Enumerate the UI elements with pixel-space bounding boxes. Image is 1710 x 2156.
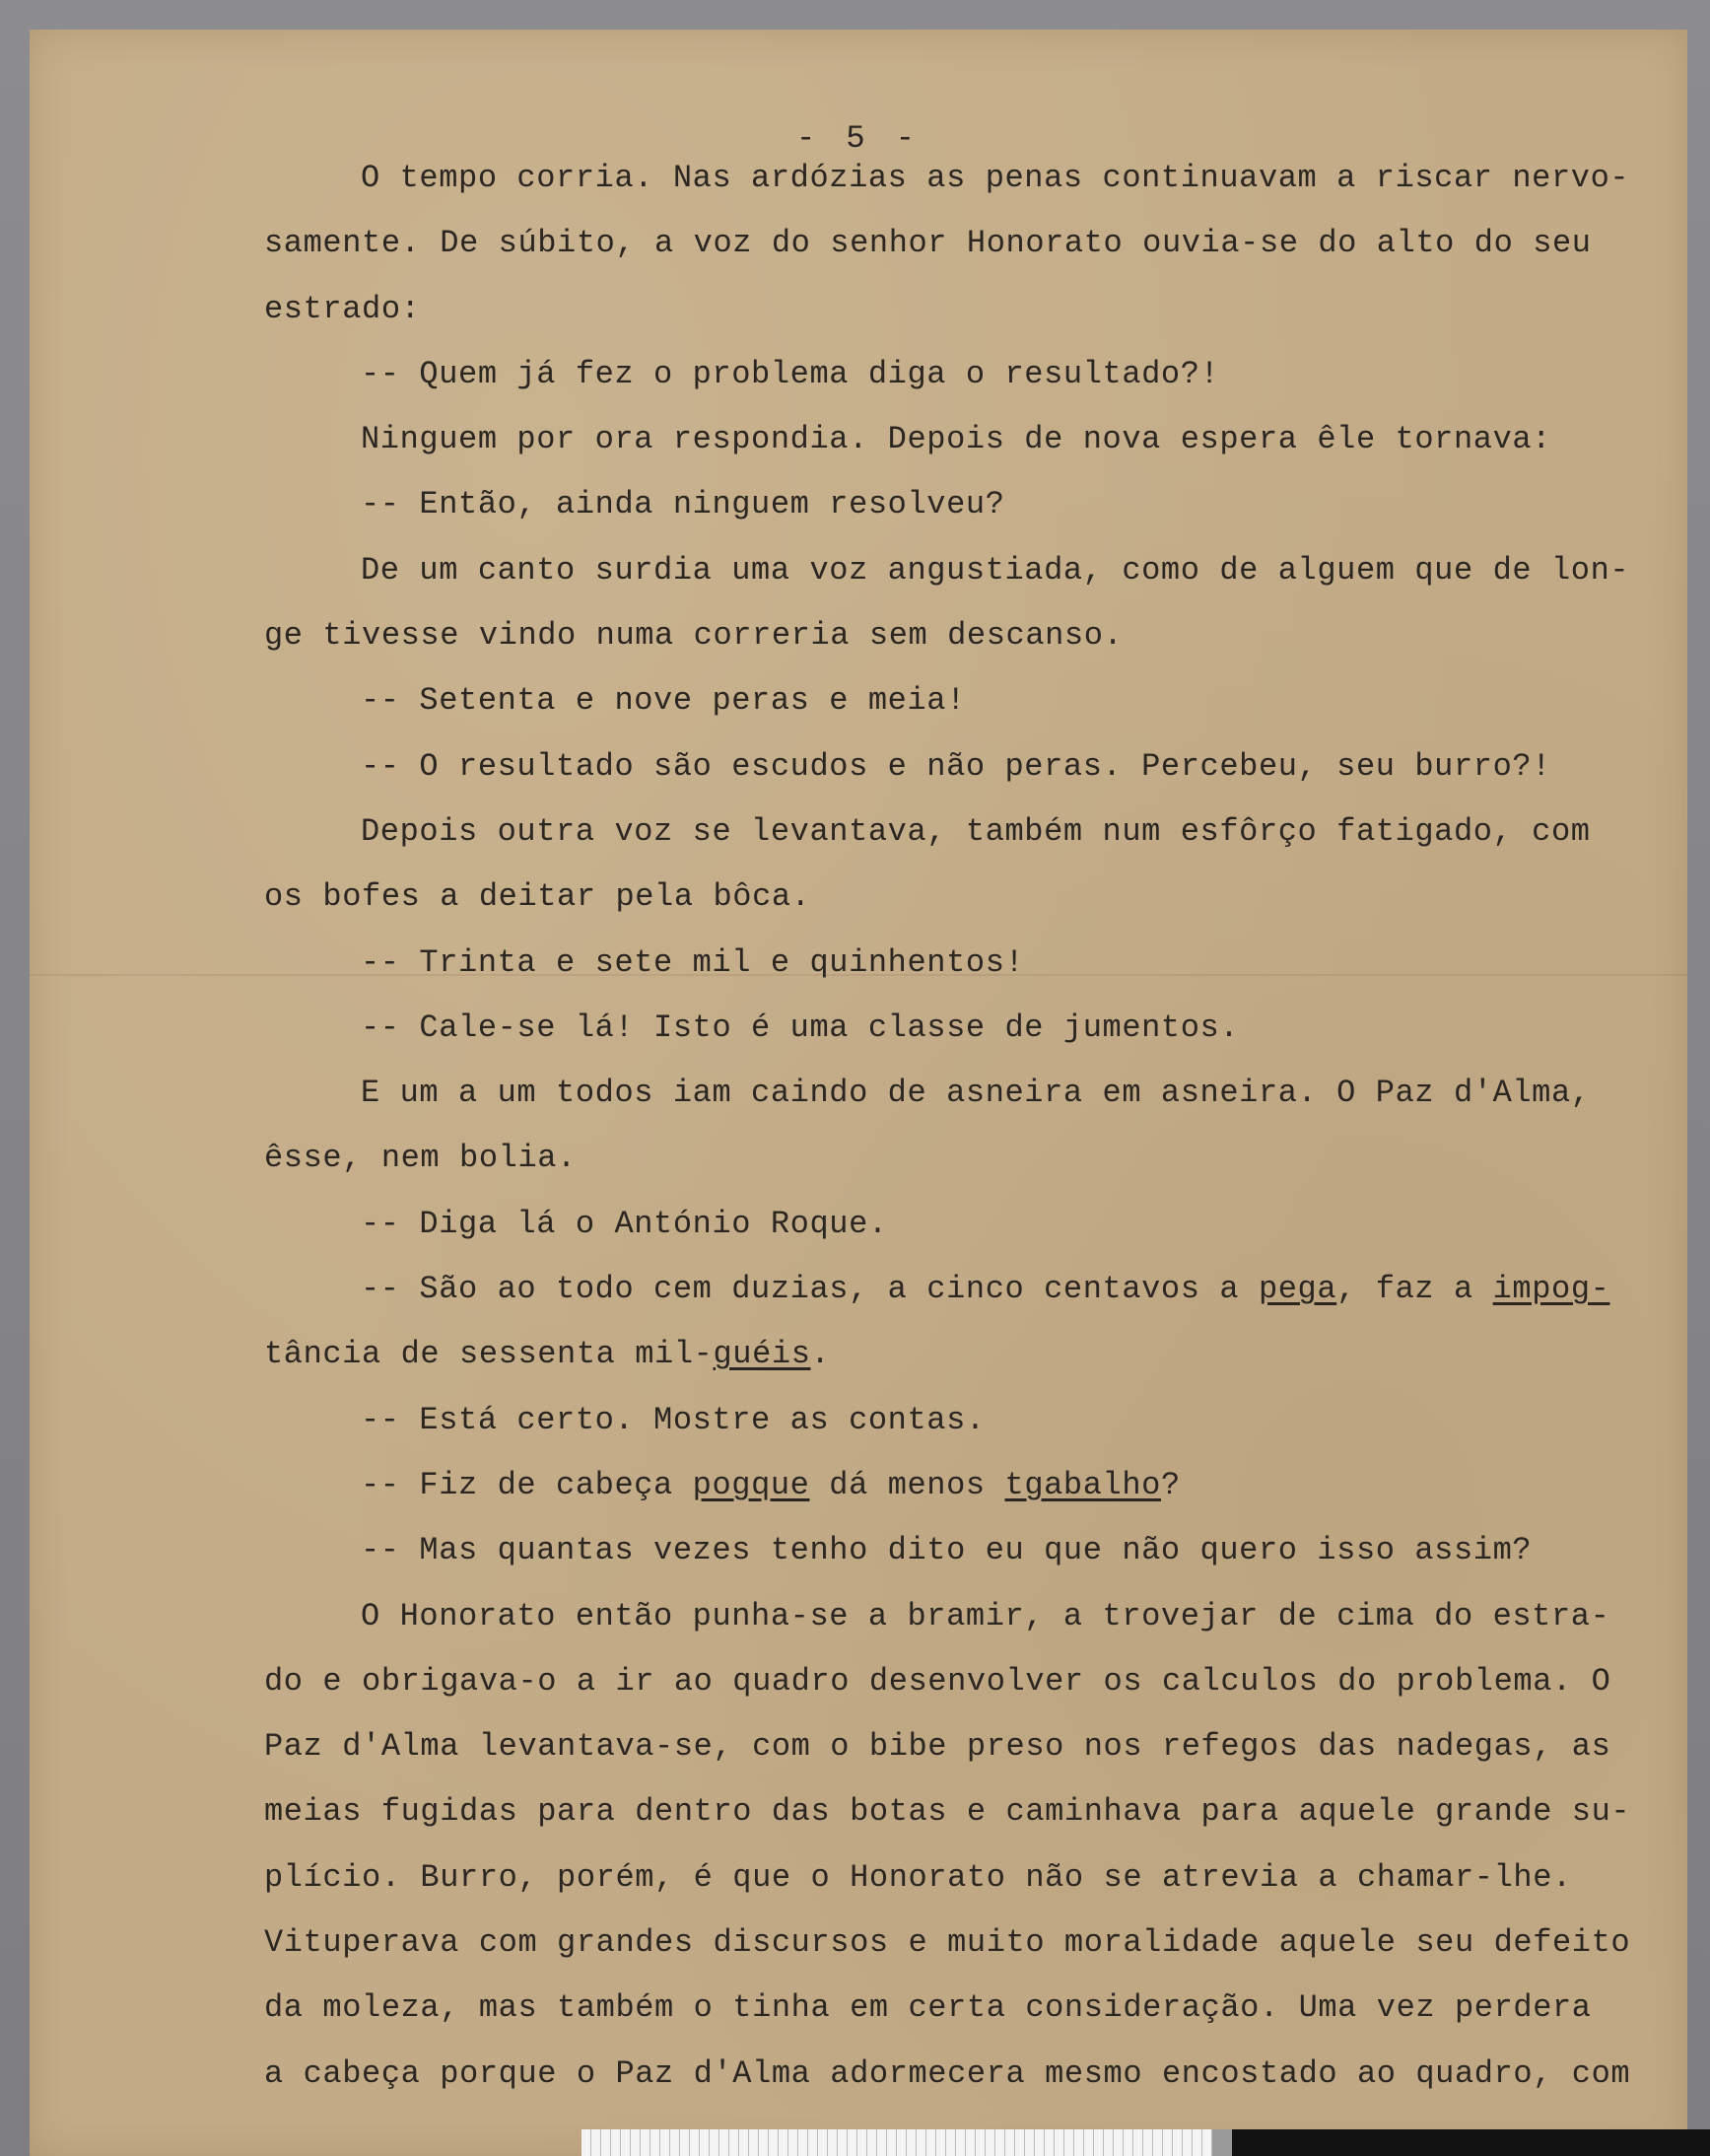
text-segment: -- Quem já fez o problema diga o resultado?!	[361, 355, 1220, 392]
text-segment: -- Trinta e sete mil e quinhentos!	[361, 943, 1025, 981]
text-segment: da moleza, mas também o tinha em certa consideração. Uma vez perdera	[264, 1989, 1592, 2027]
text-segment: meias fugidas para dentro das botas e caminhava para aquele grande su-	[264, 1793, 1631, 1831]
underlined-word: guéis	[713, 1336, 811, 1373]
text-segment: dá menos	[809, 1466, 1005, 1503]
text-line	[264, 807, 1683, 872]
text-segment: ge tivesse vindo numa correria sem descanso.	[264, 617, 1124, 655]
text-segment: -- Então, ainda ninguem resolveu?	[361, 486, 1005, 523]
text-segment: os bofes a deitar pela bôca.	[264, 878, 811, 916]
text-line	[264, 2050, 1683, 2115]
text-line	[264, 676, 1683, 741]
text-segment: -- Cale-se lá! Isto é uma classe de jumentos.	[361, 1008, 1240, 1046]
text-line	[264, 350, 1683, 415]
text-line	[264, 480, 1683, 545]
text-line	[264, 742, 1683, 807]
text-segment: Vituperava com grandes discursos e muito moralidade aquele seu defeito	[264, 1924, 1631, 1962]
text-segment: O Honorato então punha-se a bramir, a trovejar de cima do estra-	[361, 1597, 1610, 1634]
ruler-gray-patch	[1212, 2129, 1232, 2156]
text-line	[264, 1200, 1683, 1265]
text-line	[264, 1330, 1683, 1395]
text-line	[264, 1853, 1683, 1918]
text-line	[264, 219, 1683, 284]
text-segment: ?	[1160, 1466, 1181, 1503]
text-segment: -- O resultado são escudos e não peras. Percebeu, seu burro?!	[361, 747, 1551, 785]
text-line	[264, 1461, 1683, 1526]
text-line	[264, 1134, 1683, 1199]
text-line	[264, 285, 1683, 350]
text-line	[264, 1004, 1683, 1069]
text-line	[264, 1526, 1683, 1591]
text-segment: a cabeça porque o Paz d'Alma adormecera mesmo encostado ao quadro, com	[264, 2054, 1631, 2092]
text-line	[264, 1592, 1683, 1657]
underlined-word: tgabalho	[1004, 1466, 1161, 1503]
text-segment: Ninguem por ora respondia. Depois de nova espera êle tornava:	[361, 421, 1551, 458]
text-segment: êsse, nem bolia.	[264, 1140, 577, 1177]
underlined-word: pogque	[692, 1466, 810, 1503]
scale-ruler	[581, 2129, 1710, 2156]
page-number: - 5 -	[795, 120, 921, 157]
text-line	[264, 1265, 1683, 1330]
underlined-word: pega	[1258, 1271, 1337, 1308]
text-segment: tância de sessenta mil-	[264, 1336, 714, 1373]
text-line	[264, 154, 1683, 219]
text-segment: E um a um todos iam caindo de asneira em asneira. O Paz d'Alma,	[361, 1075, 1591, 1112]
ruler-black-bar	[1232, 2129, 1710, 2156]
text-line	[264, 1069, 1683, 1134]
body-text	[264, 154, 1683, 2115]
text-segment: -- Fiz de cabeça	[361, 1466, 693, 1503]
underlined-word: impog-	[1492, 1271, 1610, 1308]
text-segment: estrado:	[264, 290, 421, 327]
text-line	[264, 546, 1683, 611]
text-line	[264, 939, 1683, 1004]
text-line	[264, 1657, 1683, 1722]
text-segment: Paz d'Alma levantava-se, com o bibe preso nos refegos das nadegas, as	[264, 1728, 1611, 1766]
text-segment: , faz a	[1336, 1271, 1493, 1308]
text-segment: O tempo corria. Nas ardózias as penas continuavam a riscar nervo-	[361, 160, 1630, 196]
text-segment: plício. Burro, porém, é que o Honorato não se atrevia a chamar-lhe.	[264, 1858, 1572, 1896]
text-segment: De um canto surdia uma voz angustiada, como de alguem que de lon-	[361, 551, 1630, 589]
text-segment: samente. De súbito, a voz do senhor Honorato ouvia-se do alto do seu	[264, 225, 1592, 262]
text-line	[264, 611, 1683, 676]
text-segment: -- Diga lá o António Roque.	[361, 1205, 888, 1242]
ruler-scale-ticks	[581, 2129, 1232, 2156]
text-segment: -- Setenta e nove peras e meia!	[361, 682, 966, 720]
text-segment: Depois outra voz se levantava, também num esfôrço fatigado, com	[361, 812, 1591, 850]
text-segment: .	[810, 1336, 831, 1373]
text-line	[264, 1918, 1683, 1983]
text-segment: -- Mas quantas vezes tenho dito eu que não quero isso assim?	[361, 1532, 1533, 1569]
text-line	[264, 415, 1683, 480]
text-line	[264, 1787, 1683, 1852]
text-line	[264, 1983, 1683, 2049]
text-line	[264, 1722, 1683, 1787]
text-line	[264, 1396, 1683, 1461]
text-line	[264, 872, 1683, 938]
text-segment: do e obrigava-o a ir ao quadro desenvolver os calculos do problema. O	[264, 1662, 1611, 1700]
text-segment: -- Está certo. Mostre as contas.	[361, 1401, 986, 1438]
text-segment: -- São ao todo cem duzias, a cinco centavos a	[361, 1271, 1259, 1308]
